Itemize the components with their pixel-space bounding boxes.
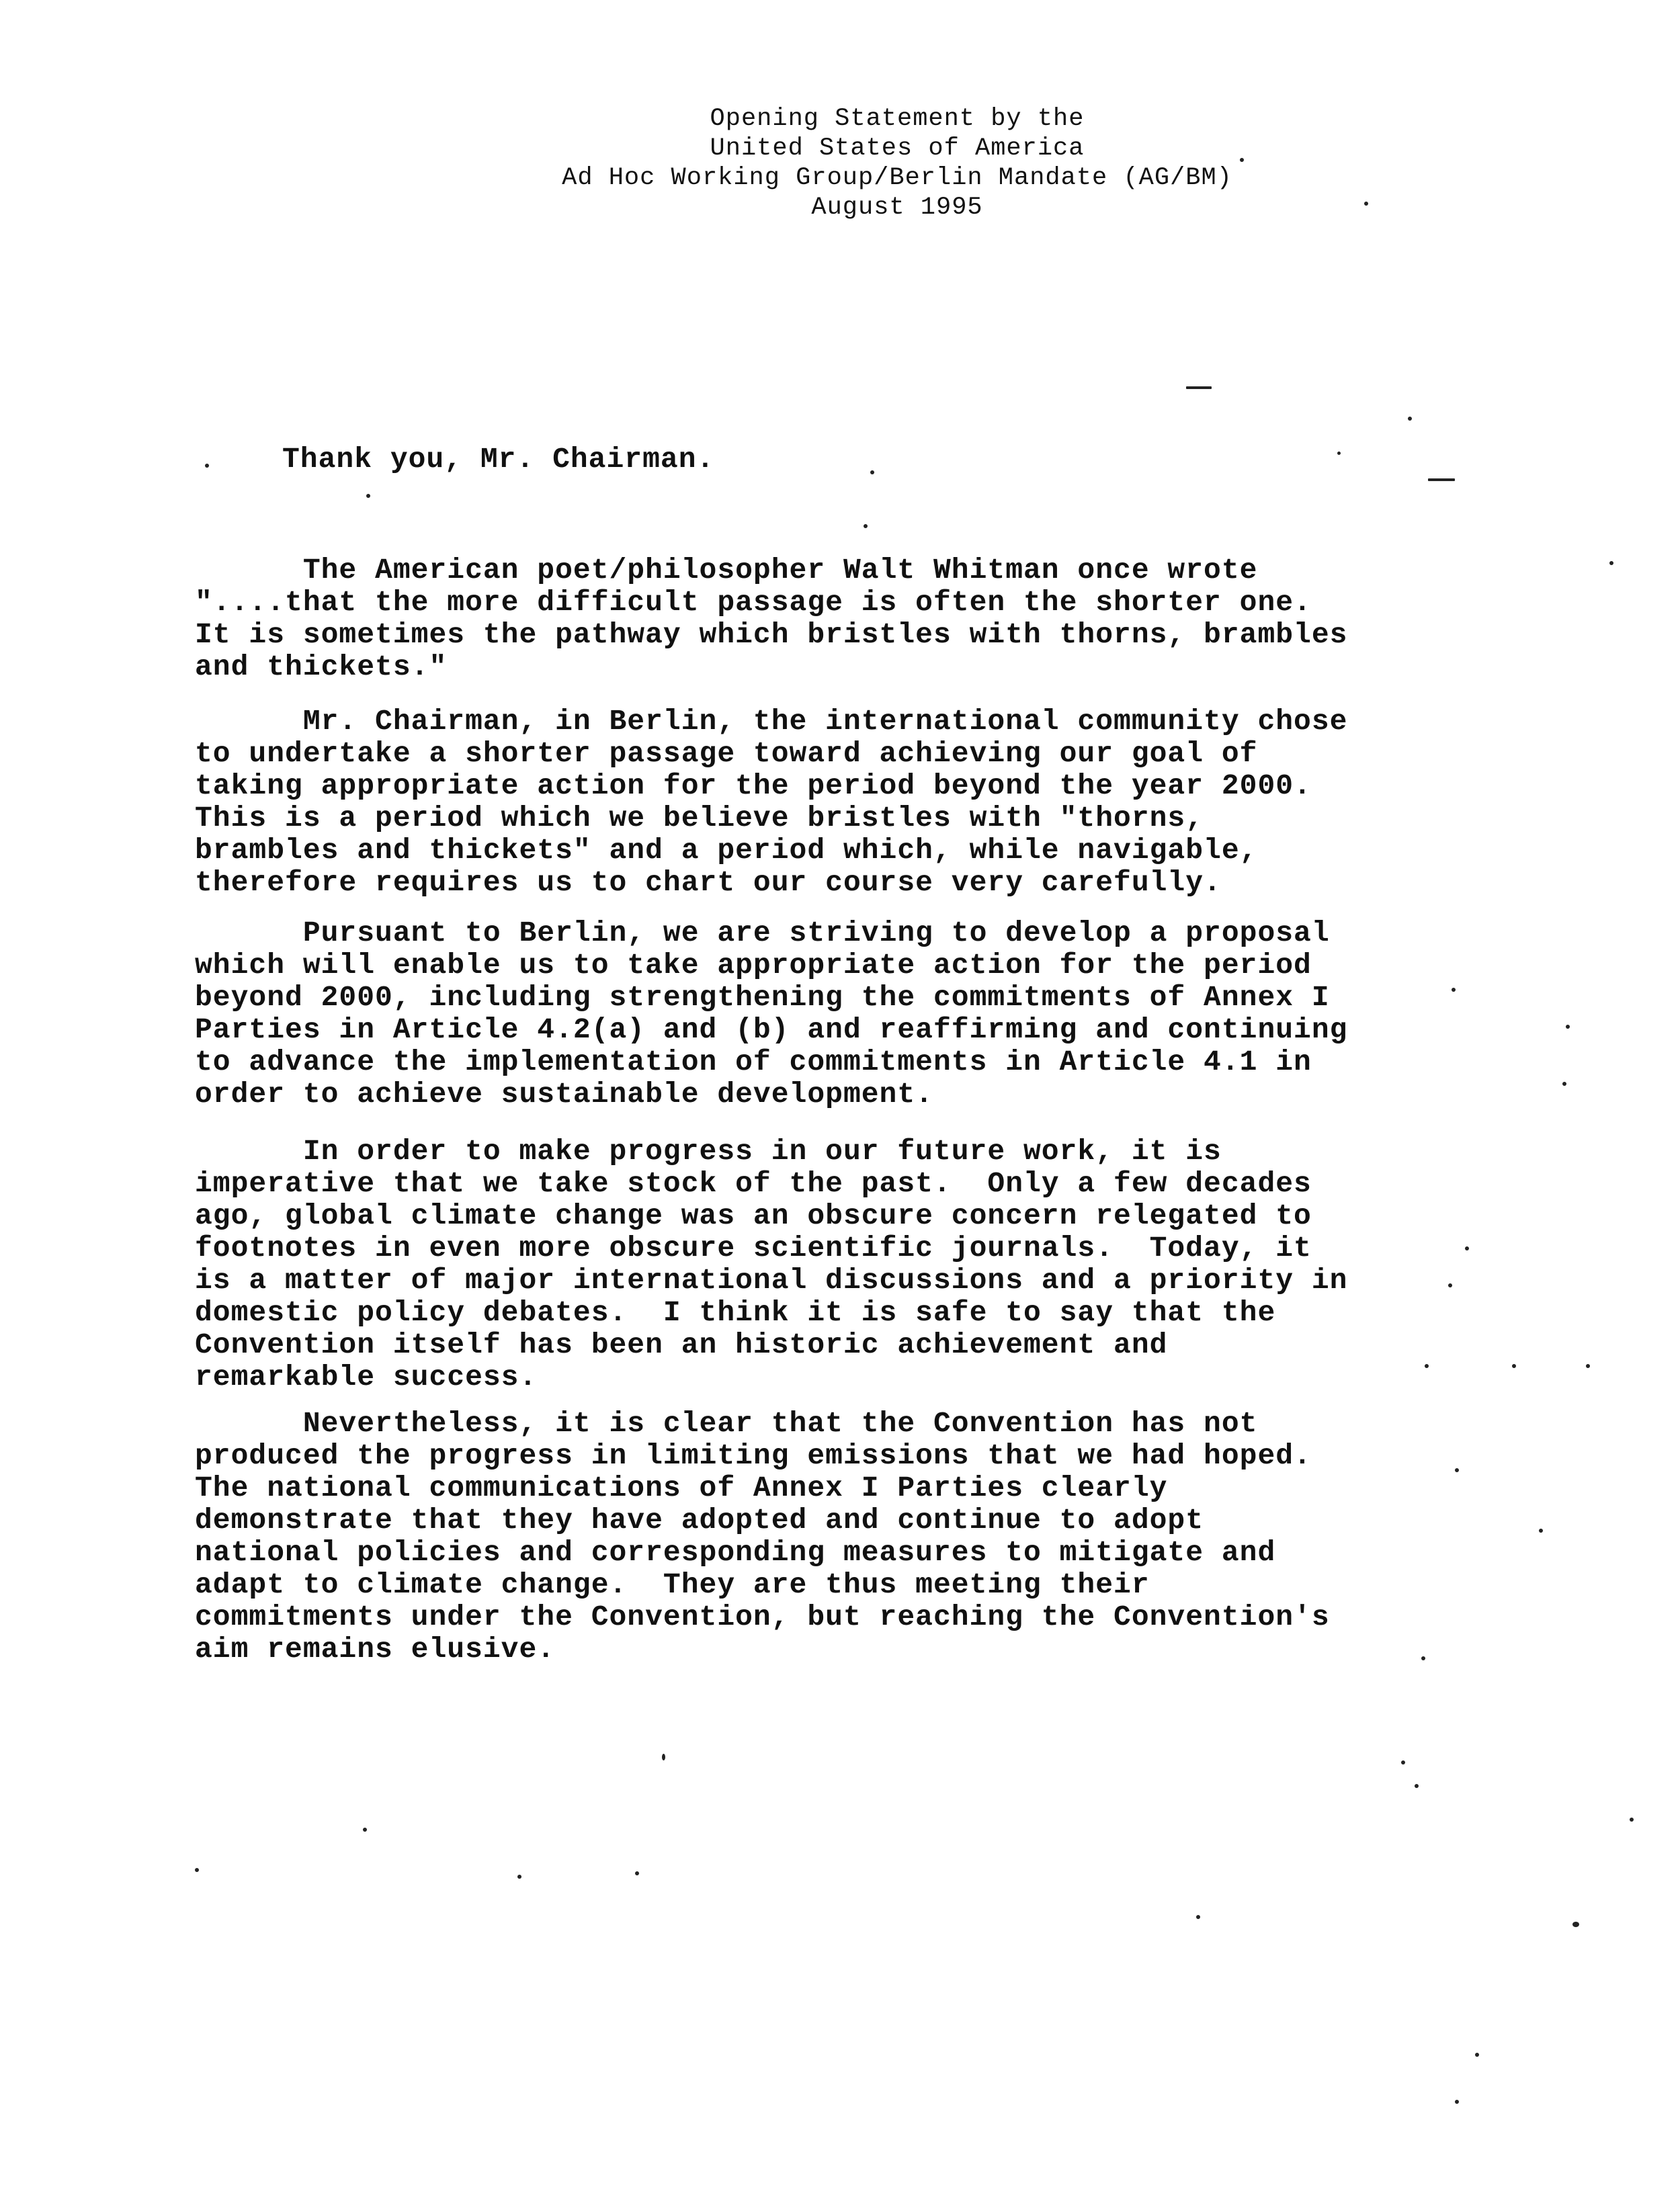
document-heading <box>0 104 1680 222</box>
scan-speck <box>1421 1656 1425 1660</box>
scan-speck <box>635 1871 639 1875</box>
scan-speck <box>1572 1922 1579 1927</box>
scan-speck <box>1566 1025 1570 1029</box>
scan-speck <box>1448 1283 1452 1287</box>
heading-line-4: August 1995 <box>811 194 983 222</box>
scan-speck <box>1415 1784 1419 1788</box>
scan-speck <box>1240 158 1244 162</box>
scan-speck <box>1455 2100 1459 2104</box>
scan-speck <box>864 524 868 528</box>
berlin-passage-paragraph: Mr. Chairman, in Berlin, the international community chose to undertake a shorter passage toward achieving our goal of taking appropriate action for the period beyond the year 2000. This is a period which we believe bristles with "thorns, brambles and thickets" and a period which, while navigable, therefore requires us to chart our course very carefully. <box>195 705 1348 899</box>
scan-speck <box>1401 1760 1405 1764</box>
scan-speck <box>662 1754 665 1760</box>
scan-speck <box>1455 1468 1459 1472</box>
scan-speck <box>517 1875 521 1879</box>
scan-speck <box>1196 1915 1200 1919</box>
scan-speck <box>1428 478 1455 481</box>
greeting-paragraph: Thank you, Mr. Chairman. <box>282 443 715 476</box>
whitman-quote-paragraph: The American poet/philosopher Walt Whitman once wrote "....that the more difficult passage is often the shorter one. It is sometimes the pathway which bristles with thorns, brambles and thickets." <box>195 554 1348 683</box>
scan-speck <box>1586 1364 1590 1368</box>
scan-speck <box>1425 1364 1429 1368</box>
scan-speck <box>1562 1082 1566 1086</box>
scan-speck <box>1337 452 1341 455</box>
scan-speck <box>1465 1246 1469 1250</box>
scan-speck <box>1364 202 1368 206</box>
scan-speck <box>870 470 874 474</box>
scan-speck <box>1452 988 1456 992</box>
nevertheless-paragraph: Nevertheless, it is clear that the Convention has not produced the progress in limiting emissions that we had hoped. The national communications of Annex I Parties clearly demonstrate that they have adopted and continue to adopt national policies and corresponding measures to mitigate and adapt to climate change. They are thus meeting their commitments under the Convention, but reaching the Convention's aim remains elusive. <box>195 1407 1330 1666</box>
scan-speck <box>195 1868 199 1872</box>
scan-speck <box>363 1828 367 1832</box>
heading-line-3: Ad Hoc Working Group/Berlin Mandate (AG/BM) <box>562 164 1232 192</box>
progress-paragraph: In order to make progress in our future work, it is imperative that we take stock of the past. Only a few decades ago, global climate change was an obscure concern relegated to footnotes in even more obscure scientific journals. Today, it is a matter of major international discussions and a priority in domestic policy debates. I think it is safe to say that the Convention itself has been an historic achievement and remarkable success. <box>195 1135 1348 1394</box>
scan-speck <box>1475 2053 1479 2057</box>
scan-speck <box>1408 417 1412 421</box>
heading-line-1: Opening Statement by the <box>710 105 1085 133</box>
scan-speck <box>1630 1818 1634 1822</box>
scan-speck <box>1512 1364 1516 1368</box>
scan-speck <box>1609 561 1613 565</box>
scan-speck <box>366 494 370 498</box>
scan-speck <box>205 464 209 468</box>
scan-speck <box>1186 386 1212 389</box>
heading-line-2: United States of America <box>710 134 1085 163</box>
proposal-paragraph: Pursuant to Berlin, we are striving to develop a proposal which will enable us to take appropriate action for the period beyond 2000, including strengthening the commitments of Annex I Parties in Article 4.2(a) and (b) and reaffirming and continuing to advance the implementation of commitments in Article 4.1 in order to achieve sustainable development. <box>195 917 1348 1111</box>
scan-speck <box>1539 1529 1543 1533</box>
